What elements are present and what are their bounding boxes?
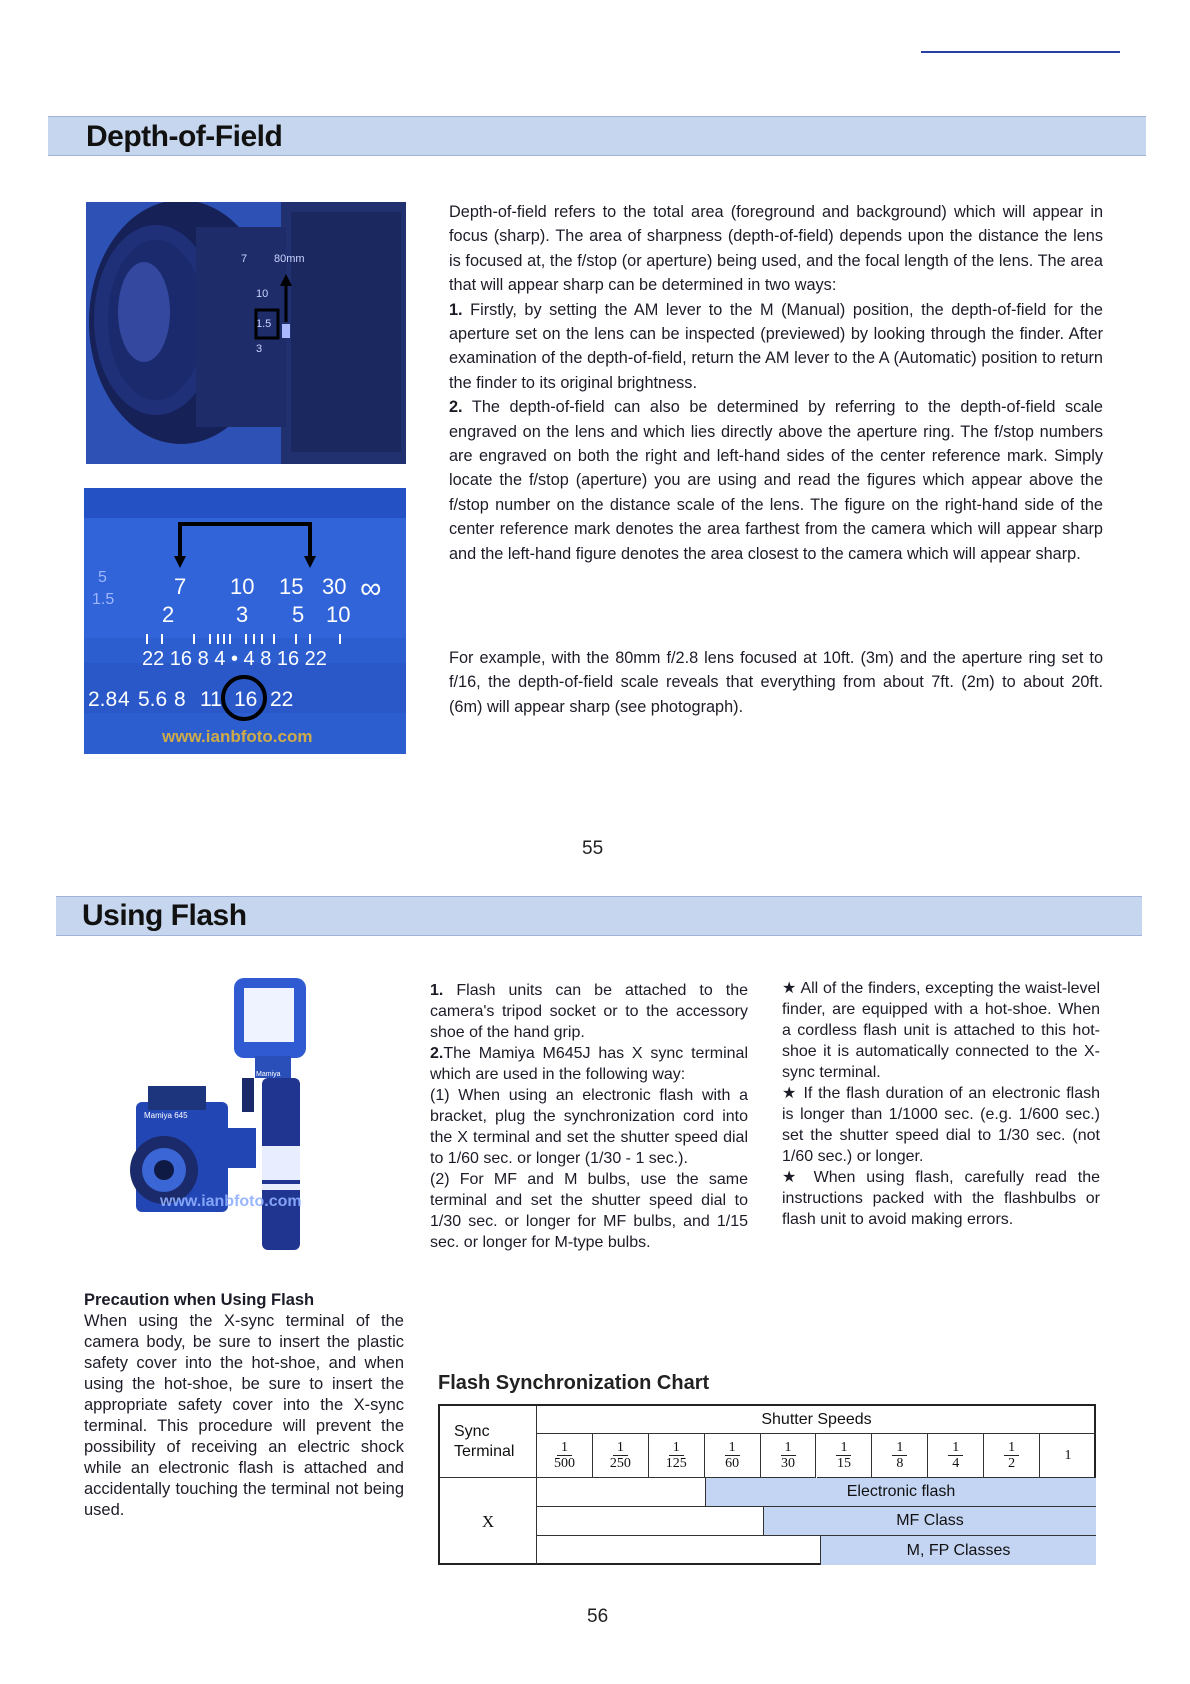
- camera-lens-illustration: [86, 202, 406, 464]
- shutter-speed-cell: [593, 1434, 649, 1478]
- scale-top-mark: 7: [174, 574, 187, 599]
- shutter-speed-cell: [817, 1434, 873, 1478]
- speed-numerator: 1: [557, 1440, 572, 1456]
- watermark: www.ianbfoto.com: [162, 727, 313, 746]
- shutter-speed-cell: [1040, 1434, 1096, 1478]
- aperture-mark: 2.8: [88, 688, 118, 711]
- speed-denominator: 2: [1008, 1456, 1016, 1471]
- speed-denominator: 4: [952, 1456, 960, 1471]
- watermark: www.ianbfoto.com: [160, 1193, 302, 1210]
- scale-left-mark: 1.5: [92, 591, 115, 608]
- shutter-speed-cell: [649, 1434, 705, 1478]
- scale-mid-mark: 2: [162, 602, 175, 627]
- dof-scale-numbers: 22 16 8 4 • 4 8 16 22: [142, 648, 327, 670]
- flash-para-2: 2.The Mamiya M645J has X sync terminal which are used in the following way:: [430, 1045, 748, 1083]
- flash-unit-photo: [110, 978, 324, 1250]
- depth-of-field-body: [449, 200, 1103, 566]
- chart-title: Flash Synchronization Chart: [438, 1372, 710, 1394]
- depth-of-field-scale-illustration: [84, 488, 406, 754]
- shutter-speeds-header: Shutter Speeds: [537, 1406, 1096, 1434]
- lens-mark: 1.5: [256, 318, 272, 330]
- scale-top-mark: 30: [322, 574, 347, 599]
- flash-note-3: ★ When using flash, carefully read the instructions packed with the flashbulbs or flash unit to avoid making errors.: [782, 1169, 1100, 1228]
- shutter-speed-cell: [928, 1434, 984, 1478]
- lens-mark: 80mm: [274, 253, 305, 265]
- section-title: Depth-of-Field: [86, 120, 283, 153]
- flash-para-2a: (1) When using an electronic flash with a bracket, plug the synchronization cord into the X terminal and set the shutter speed dial to 1/60 sec. or longer (1/30 - 1 sec.).: [430, 1087, 748, 1167]
- aperture-mark: 22: [270, 688, 294, 711]
- header-rule: [921, 51, 1120, 53]
- scale-top-mark: 15: [279, 574, 304, 599]
- shutter-speed-cell: [872, 1434, 928, 1478]
- speed-denominator: 15: [836, 1456, 851, 1471]
- lens-photo: [86, 202, 406, 464]
- aperture-mark: 16: [234, 688, 258, 711]
- sync-terminal-header: Sync Terminal: [440, 1406, 537, 1478]
- mf-class-bar: MF Class: [763, 1507, 1096, 1536]
- speed-numerator: 1: [669, 1440, 684, 1456]
- shutter-speed-cell: [984, 1434, 1040, 1478]
- speed-denominator: 125: [665, 1456, 687, 1471]
- shutter-speed-cell: [761, 1434, 817, 1478]
- speed-numerator: 1: [1064, 1448, 1072, 1463]
- aperture-mark: 8: [174, 688, 186, 711]
- speed-denominator: 500: [553, 1456, 575, 1471]
- electronic-flash-bar: Electronic flash: [705, 1478, 1096, 1507]
- speed-denominator: 8: [896, 1456, 904, 1471]
- depth-of-field-scale-photo: [84, 488, 406, 754]
- aperture-mark: 5.6: [138, 688, 168, 711]
- precaution-box: [84, 1290, 404, 1521]
- lens-mark: 10: [256, 288, 269, 300]
- flash-note-2: ★ If the flash duration of an electronic flash is longer than 1/1000 sec. (e.g. 1/600 sec.) set the shutter speed dial to 1/30 sec. (not 1/60 sec.) or longer.: [782, 1085, 1100, 1165]
- scale-mid-mark: 3: [236, 602, 249, 627]
- shutter-speed-cell: [537, 1434, 593, 1478]
- section-header-using-flash: [56, 896, 1142, 936]
- speed-denominator: 30: [781, 1456, 796, 1471]
- section-title: Using Flash: [82, 899, 247, 932]
- aperture-mark: 11: [200, 688, 222, 711]
- scale-mid-mark: 5: [292, 602, 305, 627]
- precaution-text: When using the X-sync terminal of the camera body, be sure to insert the plastic safety cover into the hot-shoe, and when using the hot-shoe, be sure to insert the appropriate safety cover into the X-sync terminal. This procedure will prevent the possibility of receiving an electric shock while an electronic flash is attached and accidentally touching the terminal not being used.: [84, 1312, 404, 1519]
- speed-numerator: 1: [781, 1440, 796, 1456]
- aperture-mark: 4: [118, 688, 130, 711]
- flash-instructions-column: [430, 980, 748, 1253]
- camera-with-flash-illustration: [110, 978, 324, 1250]
- lens-mark: 3: [256, 343, 263, 355]
- camera-label: Mamiya 645: [144, 1111, 188, 1120]
- m-fp-classes-bar: M, FP Classes: [820, 1536, 1096, 1565]
- speed-numerator: 1: [836, 1440, 851, 1456]
- flash-notes-column: [782, 978, 1100, 1230]
- x-terminal-label: X: [440, 1478, 537, 1565]
- page-number: 55: [582, 838, 604, 859]
- dof-example: For example, with the 80mm f/2.8 lens focused at 10ft. (3m) and the aperture ring set to f/16, the depth-of-field scale reveals that everything from about 7ft. (2m) to about 20ft. (6m) will appear sharp (see photograph).: [449, 649, 1103, 716]
- dof-way-1: 1. Firstly, by setting the AM lever to the M (Manual) position, the depth-of-field for the aperture set on the lens can be inspected (previewed) by looking through the finder. After examination of the depth-of-field, return the AM lever to the A (Automatic) position to return the finder to its original brightness.: [449, 300, 1103, 392]
- scale-left-mark: 5: [98, 569, 107, 586]
- flash-note-1: ★ All of the finders, excepting the waist-level finder, are equipped with a hot-shoe. When a cordless flash unit is attached to this hot-shoe it is automatically connected to the X-sync terminal.: [782, 980, 1100, 1081]
- speed-numerator: 1: [948, 1440, 963, 1456]
- flash-sync-chart: [438, 1404, 1096, 1565]
- section-header-depth-of-field: [48, 116, 1146, 156]
- scale-top-mark: 10: [230, 574, 255, 599]
- scale-top-mark: ∞: [360, 572, 382, 605]
- dof-intro: Depth-of-field refers to the total area (foreground and background) which will appear in focus (sharp). The area of sharpness (depth-of-field) depends upon the distance the lens is focused at, the f/stop (or aperture) being used, and the focal length of the lens. The area that will appear sharp can be determined in two ways:: [449, 203, 1103, 295]
- speed-numerator: 1: [613, 1440, 628, 1456]
- scale-mid-mark: 10: [326, 602, 351, 627]
- flash-para-2b: (2) For MF and M bulbs, use the same terminal and set the shutter speed dial to 1/30 sec. or longer for MF bulbs, and 1/15 sec. or longer for M-type bulbs.: [430, 1171, 748, 1251]
- flash-label: Mamiya: [256, 1071, 281, 1078]
- speed-numerator: 1: [725, 1440, 740, 1456]
- speed-denominator: 60: [725, 1456, 740, 1471]
- speed-denominator: 250: [609, 1456, 631, 1471]
- page-number: 56: [587, 1606, 609, 1627]
- precaution-title: Precaution when Using Flash: [84, 1291, 315, 1309]
- dof-way-2: 2. The depth-of-field can also be determined by referring to the depth-of-field scale engraved on the lens and which lies directly above the aperture ring. The f/stop numbers are engraved on both the right and left-hand sides of the center reference mark. Simply locate the f/stop (aperture) you are using and read the figures which appear above the f/stop number on the distance scale of the lens. The figure on the right-hand side of the center reference mark denotes the area farthest from the camera which will appear sharp and the left-hand figure denotes the area closest to the camera which will appear sharp.: [449, 398, 1103, 563]
- shutter-speed-cell: [705, 1434, 761, 1478]
- lens-mark: 7: [241, 253, 248, 265]
- speed-numerator: 1: [892, 1440, 907, 1456]
- flash-para-1: 1. Flash units can be attached to the camera's tripod socket or to the accessory shoe of the hand grip.: [430, 982, 748, 1041]
- speed-numerator: 1: [1004, 1440, 1019, 1456]
